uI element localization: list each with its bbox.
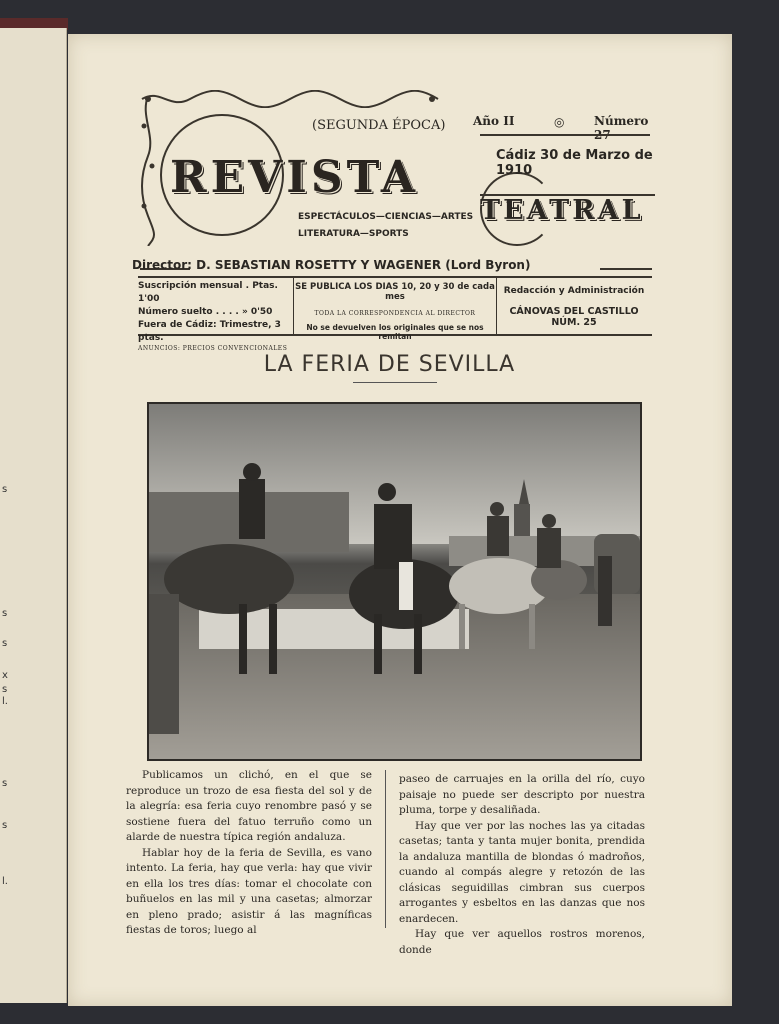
margin-letter: s	[2, 608, 8, 619]
rule	[600, 268, 652, 270]
publication-column	[293, 278, 497, 341]
article-paragraph: Hablar hoy de la feria de Sevilla, es vano intento. La feria, hay que verla: hay que vivir en ella los tres días: tomar el chocolate con buñuelos en las mil y una casetas; almorzar en pleno prado; asistir á las magníficas fiestas de toros; luego al	[126, 846, 372, 936]
outside-price: Fuera de Cádiz: Trimestre, 3 ptas.	[138, 320, 281, 343]
article-column-1	[126, 768, 372, 939]
article-paragraph: Hay que ver por las noches las ya citadas casetas; tanta y tanta mujer bonita, prendida la andaluza mantilla de blondas ó madroños, cuando al compás alegre y retozón de las clásicas seguidillas cimbran sus cuerpos arrogantes y esbeltos en las danzas que nos enardecen.	[399, 819, 645, 925]
margin-letter: x	[2, 670, 8, 681]
margin-letter: l.	[2, 876, 8, 887]
rule	[480, 194, 655, 196]
article-paragraph: paseo de carruajes en la orilla del río, cuyo paisaje no puede ser descripto por nuestra pluma, torpe y desaliñada.	[399, 773, 645, 816]
masthead-subtitle: ESPECTÁCULOS—CIENCIAS—ARTES	[298, 212, 474, 222]
single-price: Número suelto . . . . » 0'50	[138, 307, 273, 317]
masthead-title-teatral: TEATRAL	[480, 195, 644, 226]
issue-year: Año II	[473, 114, 515, 128]
masthead	[140, 90, 660, 265]
margin-letter: s	[2, 638, 8, 649]
column-divider	[385, 770, 386, 928]
margin-letter: s	[2, 684, 8, 695]
redaccion-label: Redacción y Administración	[503, 286, 645, 296]
prices-column	[138, 278, 292, 352]
left-page-edge	[0, 28, 67, 1003]
article-title: LA FERIA DE SEVILLA	[263, 352, 516, 377]
vine-ornament	[140, 96, 156, 246]
article-paragraph: Publicamos un clichó, en el que se reproduce un trozo de esa fiesta del sol y de la alegría: esa feria cuyo renombre pasó y se sostiene fuera del fatuo terruño como un alarde de nuestra típica región andaluza.	[126, 769, 372, 843]
rule	[480, 134, 650, 136]
margin-letter: l.	[2, 696, 8, 707]
feria-photograph	[147, 402, 642, 761]
director-line: Director: D. SEBASTIAN ROSETTY Y WAGENER (Lord Byron)	[132, 258, 531, 272]
circle-ornament-icon: ◎	[554, 115, 565, 129]
photo-scene	[149, 404, 640, 759]
flourish-ornament	[140, 90, 440, 108]
article-paragraph: Hay que ver aquellos rostros morenos, donde	[399, 928, 645, 956]
margin-letter: s	[2, 778, 8, 789]
article-column-2	[399, 772, 645, 958]
margin-letter: s	[2, 820, 8, 831]
margin-letter: s	[2, 484, 8, 495]
title-underline	[353, 382, 437, 383]
subscription-info-box	[138, 276, 652, 352]
epoca-label: (SEGUNDA ÉPOCA)	[312, 118, 446, 133]
publication-days: SE PUBLICA LOS DIAS 10, 20 y 30 de cada mes	[295, 282, 495, 302]
address-number: NÚM. 25	[551, 317, 597, 328]
issue-number: Número 27	[594, 114, 649, 142]
masthead-title: REVISTA	[170, 152, 420, 203]
address-column	[496, 278, 652, 334]
ads-note: ANUNCIOS: PRECIOS CONVENCIONALES	[138, 345, 288, 352]
issue-date: Cádiz 30 de Marzo de 1910	[496, 148, 653, 178]
address-street: CÁNOVAS DEL CASTILLO	[509, 306, 639, 317]
masthead-subtitle: LITERATURA—SPORTS	[298, 229, 409, 239]
originals-note: No se devuelven los originales que se nos remitan	[306, 323, 484, 341]
subscription-price: Suscripción mensual . Ptas. 1'00	[138, 281, 278, 304]
correspondence-note: TODA LA CORRESPONDENCIA AL DIRECTOR	[314, 310, 476, 317]
